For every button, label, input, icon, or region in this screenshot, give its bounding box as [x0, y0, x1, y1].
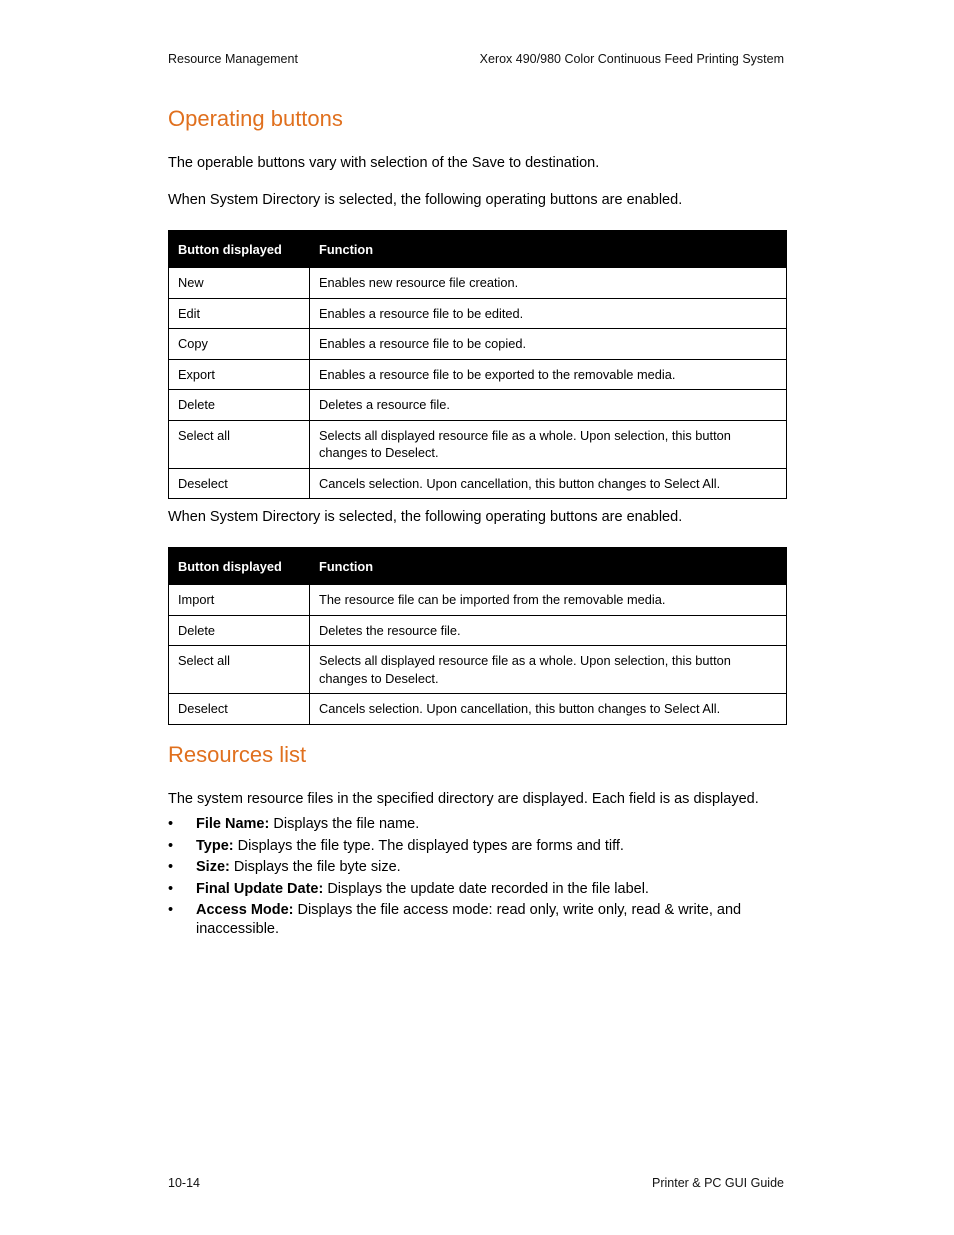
- button-name-cell: Deselect: [169, 694, 310, 725]
- button-name-cell: Copy: [169, 329, 310, 360]
- header-product-name: Xerox 490/980 Color Continuous Feed Printing System: [479, 52, 784, 66]
- function-cell: Cancels selection. Upon cancellation, this button changes to Select All.: [310, 468, 787, 499]
- footer-guide-title: Printer & PC GUI Guide: [652, 1176, 784, 1190]
- field-term: Type:: [196, 837, 234, 854]
- table-row: [169, 694, 787, 725]
- table-row: [169, 585, 787, 616]
- list-item: [168, 815, 768, 834]
- field-description: Displays the update date recorded in the file label.: [323, 880, 649, 897]
- bullet: •: [168, 837, 174, 854]
- function-cell: Selects all displayed resource file as a whole. Upon selection, this button changes to Deselect.: [310, 646, 787, 694]
- table-row: [169, 615, 787, 646]
- table-header-row: [169, 231, 787, 268]
- table1-caption: When System Directory is selected, the following operating buttons are enabled.: [168, 192, 683, 208]
- function-cell: Enables new resource file creation.: [310, 268, 787, 299]
- table-row: [169, 646, 787, 694]
- table-row: [169, 468, 787, 499]
- list-item: [168, 858, 768, 877]
- function-cell: Enables a resource file to be copied.: [310, 329, 787, 360]
- table-row: [169, 420, 787, 468]
- field-term: File Name:: [196, 816, 270, 832]
- list-item: [168, 837, 768, 856]
- function-cell: Selects all displayed resource file as a whole. Upon selection, this button changes to Deselect.: [310, 420, 787, 468]
- list-item: [168, 880, 768, 899]
- button-name-cell: Delete: [169, 390, 310, 421]
- column-header-button: Button displayed: [169, 231, 310, 268]
- button-name-cell: Edit: [169, 298, 310, 329]
- list-item: [168, 901, 768, 939]
- bullet: •: [168, 859, 174, 876]
- field-term: Size:: [196, 859, 230, 876]
- table-row: [169, 390, 787, 421]
- header-section-name: Resource Management: [168, 52, 298, 66]
- function-cell: Enables a resource file to be edited.: [310, 298, 787, 329]
- field-term: Final Update Date:: [196, 880, 324, 897]
- bullet: •: [168, 816, 174, 832]
- function-cell: The resource file can be imported from the removable media.: [310, 585, 787, 616]
- function-cell: Deletes the resource file.: [310, 615, 787, 646]
- function-cell: Cancels selection. Upon cancellation, this button changes to Select All.: [310, 694, 787, 725]
- button-name-cell: Export: [169, 359, 310, 390]
- operating-buttons-table-2: [168, 547, 787, 725]
- field-description: Displays the file type. The displayed types are forms and tiff.: [233, 837, 624, 854]
- table-row: [169, 359, 787, 390]
- field-description: Displays the file access mode: read only, write only, read & write, and inaccessible.: [196, 902, 742, 938]
- function-cell: Enables a resource file to be exported to the removable media.: [310, 359, 787, 390]
- column-header-function: Function: [310, 548, 787, 585]
- resource-fields-list: [168, 815, 768, 942]
- field-description: Displays the file byte size.: [229, 859, 401, 876]
- page-header: [168, 52, 784, 66]
- page-number: 10-14: [168, 1176, 200, 1190]
- table-row: [169, 298, 787, 329]
- heading-operating-buttons: Operating buttons: [168, 106, 343, 131]
- button-name-cell: Select all: [169, 646, 310, 694]
- button-name-cell: Delete: [169, 615, 310, 646]
- button-name-cell: Deselect: [169, 468, 310, 499]
- button-name-cell: Import: [169, 585, 310, 616]
- page-footer: [168, 1176, 784, 1190]
- heading-resources-list: Resources list: [168, 742, 307, 767]
- field-description: Displays the file name.: [269, 816, 420, 832]
- resources-list-intro: The system resource files in the specified directory are displayed. Each field is as displayed.: [168, 791, 759, 807]
- button-name-cell: Select all: [169, 420, 310, 468]
- column-header-button: Button displayed: [169, 548, 310, 585]
- operating-buttons-table-1: [168, 230, 787, 499]
- table-row: [169, 329, 787, 360]
- function-cell: Deletes a resource file.: [310, 390, 787, 421]
- button-name-cell: New: [169, 268, 310, 299]
- column-header-function: Function: [310, 231, 787, 268]
- bullet: •: [168, 902, 174, 919]
- table-row: [169, 268, 787, 299]
- operating-buttons-intro: The operable buttons vary with selection of the Save to destination.: [168, 155, 600, 171]
- field-term: Access Mode:: [196, 902, 294, 919]
- bullet: •: [168, 880, 174, 897]
- table-header-row: [169, 548, 787, 585]
- table2-caption: When System Directory is selected, the following operating buttons are enabled.: [168, 509, 683, 525]
